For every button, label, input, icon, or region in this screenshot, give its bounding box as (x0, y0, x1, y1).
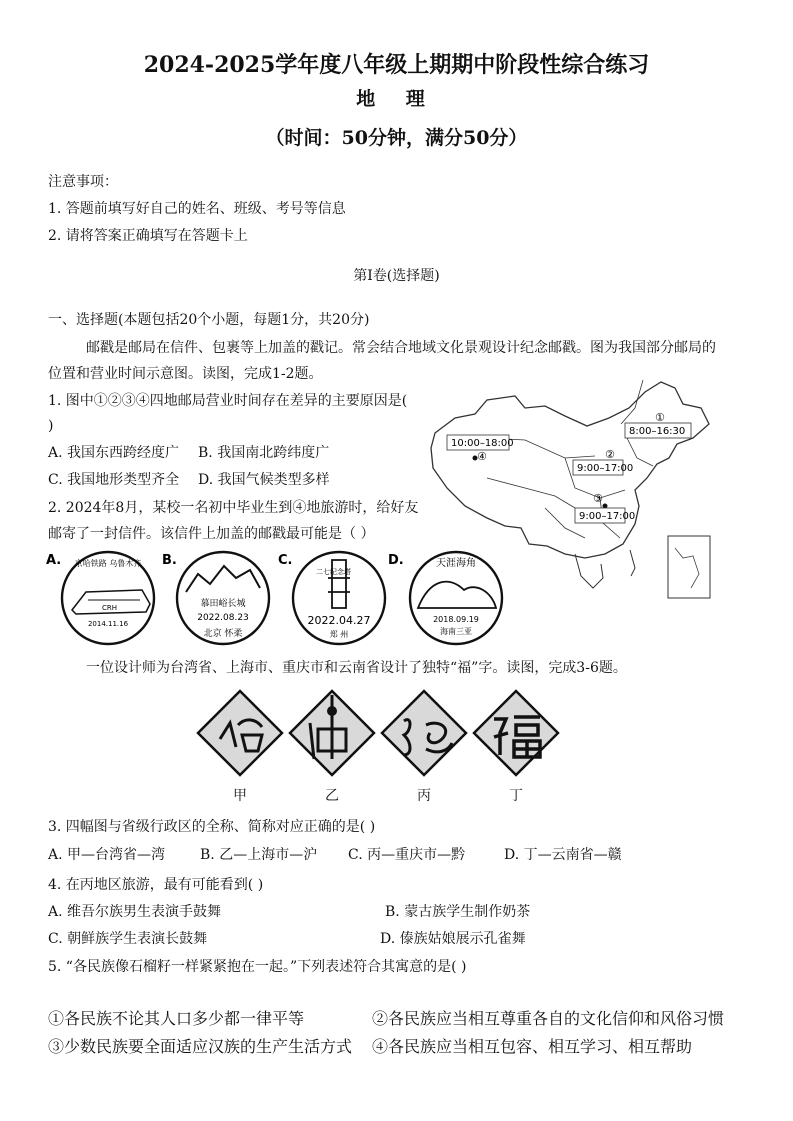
stamp-d (388, 552, 502, 644)
time-info: （时间：50分钟，满分50分） (265, 127, 528, 149)
map-time-2: 9:00–17:00 (577, 463, 634, 474)
note-item: 2. 请将答案正确填写在答题卡上 (48, 228, 248, 244)
fu-label-yi: 乙 (325, 788, 339, 804)
q3-option-d: D. 丁—云南省—赣 (504, 847, 622, 863)
q4-option-b: B. 蒙古族学生制作奶茶 (385, 904, 531, 920)
stamp-b-bottom: 北京 怀柔 (203, 629, 243, 639)
stamp-c-bottom: 郑 州 (329, 630, 349, 639)
q4-option-c: C. 朝鲜族学生表演长鼓舞 (48, 931, 208, 947)
fu-label-bing: 丙 (417, 788, 431, 804)
notes-heading: 注意事项： (48, 174, 118, 190)
map-label-4: ④ (477, 450, 487, 463)
fu-design-yi (290, 691, 374, 804)
stamp-a-date: 2014.11.16 (87, 620, 129, 628)
map-time-4: 10:00–18:00 (451, 438, 514, 449)
q5-stem: 5. “各民族像石榴籽一样紧紧抱在一起。”下列表述符合其寓意的是( ) (48, 959, 467, 975)
stamp-options (46, 548, 532, 648)
fu-design-bing (382, 691, 466, 804)
q4-option-a: A. 维吾尔族男生表演手鼓舞 (48, 904, 222, 920)
stamp-c-date: 2022.04.27 (307, 614, 371, 627)
map-label-3: ③ (593, 492, 603, 505)
q1-option-b: B. 我国南北跨纬度广 (198, 445, 330, 461)
stamp-a (46, 552, 154, 644)
fu-design-jia (198, 691, 282, 804)
section-title: 第Ⅰ卷(选择题) (353, 268, 440, 284)
stamp-d-date: 2018.09.19 (433, 615, 479, 624)
stamp-c-top: 二七纪念塔 (316, 568, 351, 576)
stamp-b (162, 552, 269, 644)
q2-stem-line2: 邮寄了一封信件。该信件上加盖的邮戳最可能是（ ） (48, 526, 375, 542)
stamp-a-top: 京哈铁路 乌鲁木齐 (74, 559, 142, 568)
fu-design-ding (474, 691, 558, 804)
stamp-d-letter: D. (388, 553, 404, 568)
stamp-d-bottom: 海南三亚 (440, 627, 472, 636)
part2-intro: 一位设计师为台湾省、上海市、重庆市和云南省设计了独特“福”字。读图，完成3-6题。 (86, 660, 627, 676)
stamp-b-place: 慕田峪长城 (200, 599, 246, 609)
q5-statement-4: ④各民族应当相互包容、相互学习、相互帮助 (372, 1037, 693, 1056)
stamp-c (278, 552, 385, 644)
part1-intro-line2: 位置和营业时间示意图。读图，完成1-2题。 (48, 366, 323, 382)
exam-title: 2024-2025学年度八年级上期期中阶段性综合练习 (143, 52, 650, 78)
rock-icon (418, 582, 496, 608)
q1-stem-end: ) (48, 418, 54, 434)
q4-stem: 4. 在丙地区旅游，最有可能看到( ) (48, 877, 264, 893)
map-time-1: 8:00–16:30 (629, 426, 686, 437)
stamp-b-date: 2022.08.23 (197, 613, 249, 623)
great-wall-icon (186, 566, 260, 592)
map-label-1: ① (655, 411, 665, 424)
stamp-a-bottom: CRH (102, 604, 118, 612)
map-label-2: ② (605, 448, 615, 461)
q3-option-c: C. 丙—重庆市—黔 (348, 847, 466, 863)
q3-option-a: A. 甲—台湾省—湾 (48, 847, 166, 863)
q2-stem: 2. 2024年8月，某校一名初中毕业生到④地旅游时，给好友 (48, 500, 419, 516)
stamp-a-letter: A. (46, 553, 62, 568)
subject-title: 地 理 (356, 88, 437, 110)
q5-statement-3: ③少数民族要全面适应汉族的生产生活方式 (48, 1037, 353, 1056)
fu-character-designs (190, 685, 590, 809)
stamp-c-letter: C. (278, 553, 293, 568)
q1-stem: 1. 图中①②③④四地邮局营业时间存在差异的主要原因是( (48, 393, 408, 409)
stamp-b-letter: B. (162, 553, 177, 568)
q3-stem: 3. 四幅图与省级行政区的全称、简称对应正确的是( ) (48, 819, 376, 835)
part1-heading: 一、选择题(本题包括20个小题，每题1分，共20分) (48, 312, 370, 328)
q4-option-d: D. 傣族姑娘展示孔雀舞 (380, 931, 526, 947)
fu-label-jia: 甲 (233, 788, 247, 804)
stamp-d-top: 天涯海角 (436, 558, 476, 569)
q1-option-d: D. 我国气候类型多样 (198, 472, 330, 488)
q5-statement-2: ②各民族应当相互尊重各自的文化信仰和风俗习惯 (372, 1009, 725, 1028)
note-item: 1. 答题前填写好自己的姓名、班级、考号等信息 (48, 201, 346, 217)
q1-option-a: A. 我国东西跨经度广 (48, 445, 180, 461)
q1-option-c: C. 我国地形类型齐全 (48, 472, 180, 488)
fu-label-ding: 丁 (509, 788, 523, 804)
q3-option-b: B. 乙—上海市—沪 (200, 847, 318, 863)
q5-statement-1: ①各民族不论其人口多少都一律平等 (48, 1009, 305, 1028)
part1-intro-line1: 邮戳是邮局在信件、包裹等上加盖的戳记。常会结合地域文化景观设计纪念邮戳。图为我国部分邮局的 (86, 340, 716, 356)
map-time-3: 9:00–17:00 (579, 511, 636, 522)
